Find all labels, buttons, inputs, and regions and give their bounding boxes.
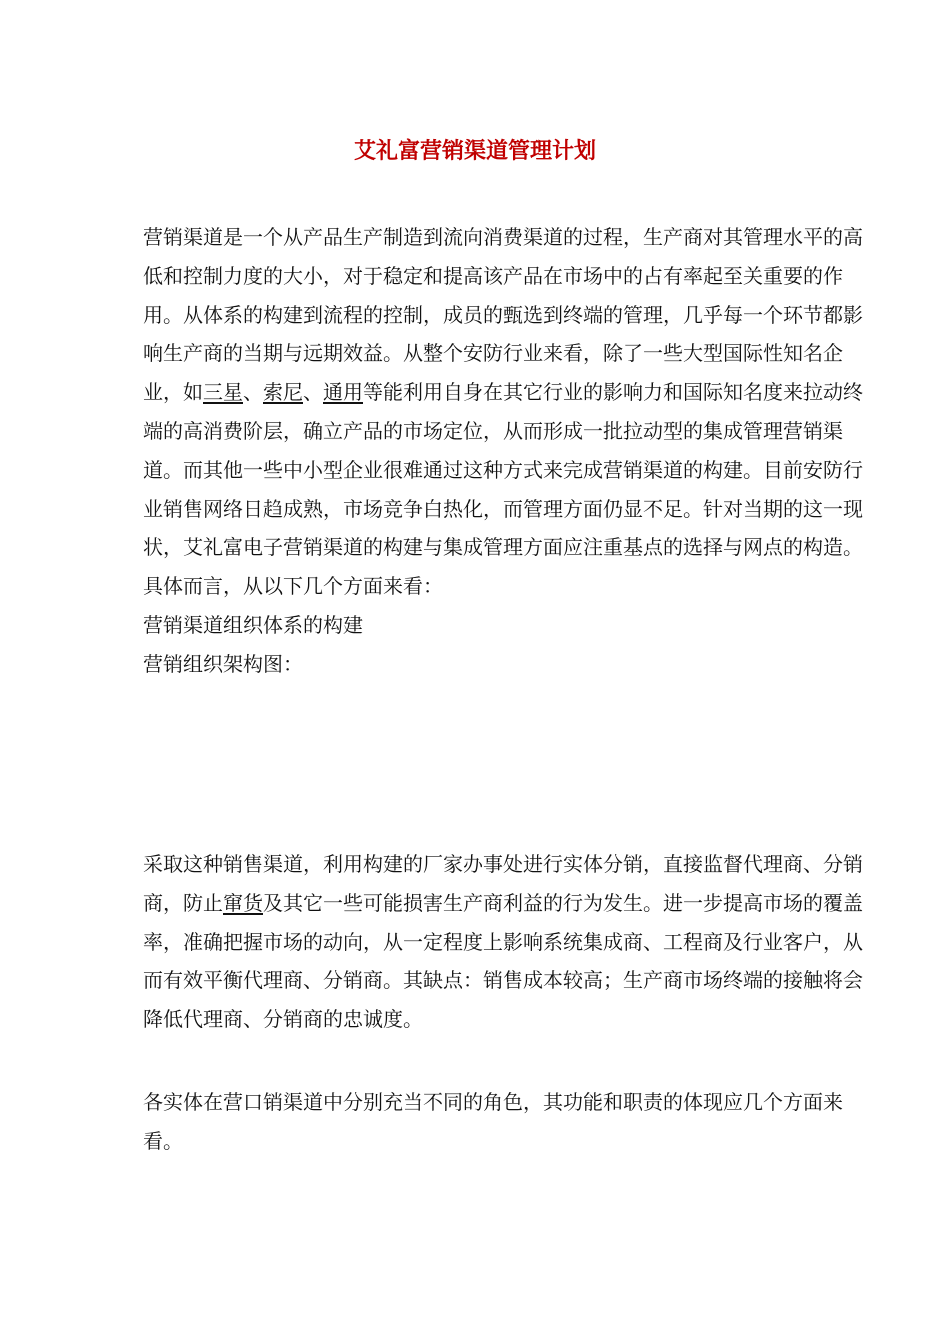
- section-heading-channel-system: 营销渠道组织体系的构建: [143, 612, 363, 637]
- link-cross-selling[interactable]: 窜货: [223, 890, 263, 915]
- link-sony[interactable]: 索尼: [263, 380, 303, 405]
- channel-text-end: 及其它一些可能损害生产商利益的行为发生。进一步提高市场的覆盖率，准确把握市场的动向，从一定程度上影响系统集成商、工程商及行业客户，从而有效平衡代理商、分销商。其缺点：销售成本较高；生产商市场终端的接触将会降低代理商、分销商的忠诚度。: [143, 890, 863, 1032]
- separator: 、: [303, 380, 323, 405]
- specific-aspects-line: 具体而言，从以下几个方面来看：: [143, 574, 443, 599]
- document-title: 艾礼富营销渠道管理计划: [353, 138, 596, 164]
- channel-analysis-paragraph: [143, 845, 873, 1039]
- separator: 、: [243, 380, 263, 405]
- intro-paragraph: [143, 218, 873, 684]
- channel-text-start: 采取这种销售渠道，利用构建的厂家办事处进行实体分销，直接监督代理商、分销商，防止: [143, 852, 863, 915]
- roles-paragraph: 各实体在营口销渠道中分别充当不同的角色，其功能和职责的体现应几个方面来看。: [143, 1090, 843, 1153]
- intro-text-end: 等能利用自身在其它行业的影响力和国际知名度来拉动终端的高消费阶层，确立产品的市场定位，从而形成一批拉动型的集成管理营销渠道。而其他一些中小型企业很难通过这种方式来完成营销渠道的构建。目前安防行业销售网络日趋成熟，市场竞争白热化，而管理方面仍显不足。针对当期的这一现状，艾礼富电子营销渠道的构建与集成管理方面应注重基点的选择与网点的构造。: [143, 380, 863, 560]
- link-ge[interactable]: 通用: [323, 380, 363, 405]
- intro-text-start: 营销渠道是一个从产品生产制造到流向消费渠道的过程，生产商对其管理水平的高低和控制力度的大小，对于稳定和提高该产品在市场中的占有率起至关重要的作用。从体系的构建到流程的控制，成员的甄选到终端的管理，几乎每一个环节都影响生产商的当期与远期效益。从整个安防行业来看，除了一些大型国际性知名企业，如: [143, 225, 863, 405]
- link-samsung[interactable]: 三星: [203, 380, 243, 405]
- org-chart-caption: 营销组织架构图：: [143, 651, 303, 676]
